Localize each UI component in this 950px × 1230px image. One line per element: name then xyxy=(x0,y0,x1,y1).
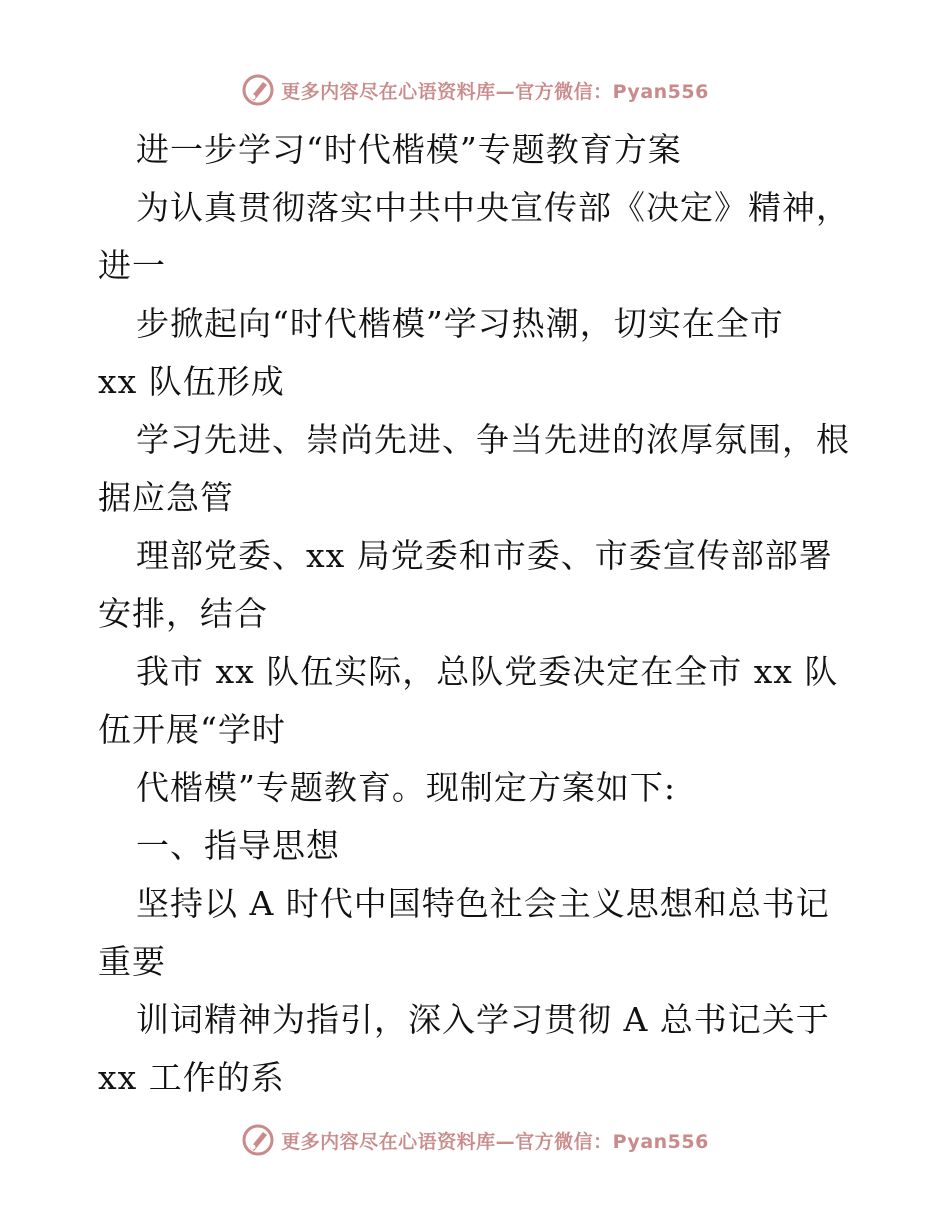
text-line: 步掀起向“时代楷模”学习热潮，切实在全市 xyxy=(136,304,784,343)
section-heading: 一、指导思想 xyxy=(136,826,340,865)
text-line: 据应急管 xyxy=(98,478,234,517)
text-line: 学习先进、崇尚先进、争当先进的浓厚氛围，根 xyxy=(136,420,850,459)
pen-logo-icon xyxy=(241,73,275,107)
header-watermark xyxy=(0,70,950,110)
text-line: 为认真贯彻落实中共中央宣传部《决定》精神， xyxy=(136,188,850,227)
text-line: 进一 xyxy=(98,246,166,285)
document-title: 进一步学习“时代楷模”专题教育方案 xyxy=(136,130,682,169)
text-line: 理部党委、xx 局党委和市委、市委宣传部部署 xyxy=(136,536,833,575)
text-line: 安排，结合 xyxy=(98,594,268,633)
text-line: 训词精神为指引，深入学习贯彻 A 总书记关于 xyxy=(136,1000,830,1039)
footer-watermark xyxy=(0,1120,950,1160)
text-line: 伍开展“学时 xyxy=(98,710,286,749)
watermark-text: 更多内容尽在心语资料库—官方微信：Pyan556 xyxy=(281,80,709,103)
text-line: xx 队伍形成 xyxy=(98,362,285,401)
text-line: xx 工作的系 xyxy=(98,1058,285,1097)
pen-logo-icon xyxy=(241,1123,275,1157)
text-line: 代楷模”专题教育。现制定方案如下: xyxy=(136,768,676,807)
text-line: 我市 xx 队伍实际，总队党委决定在全市 xx 队 xyxy=(136,652,839,691)
text-line: 坚持以 A 时代中国特色社会主义思想和总书记 xyxy=(136,884,830,923)
watermark-text: 更多内容尽在心语资料库—官方微信：Pyan556 xyxy=(281,1130,709,1153)
text-line: 重要 xyxy=(98,942,166,981)
